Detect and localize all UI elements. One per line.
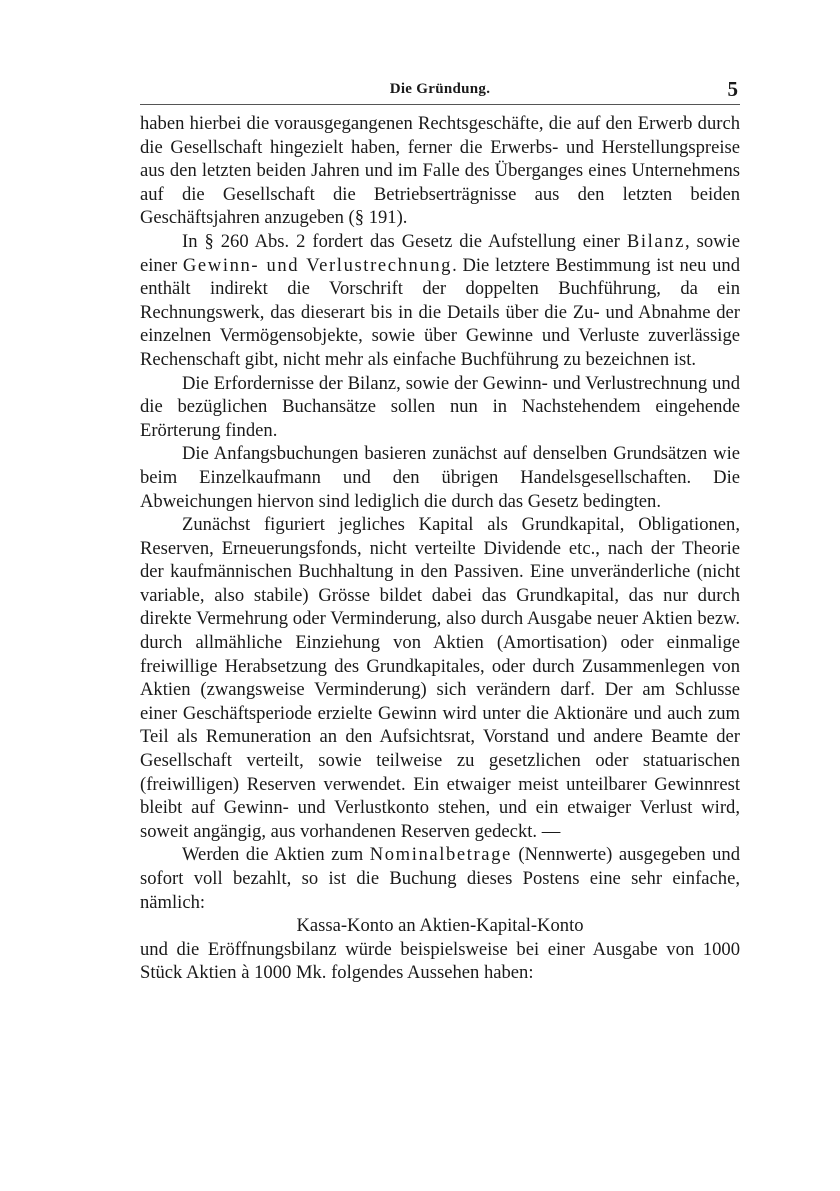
emphasized-term: Nominalbetrage: [369, 844, 512, 866]
book-page: [140, 78, 740, 985]
text-segment: Die Anfangsbuchungen basieren zunächst auf denselben Grundsätzen wie beim Einzelkaufmann und den übrigen Handelsgesellschaften. Die Abweichungen hiervon sind lediglich die durch das Gesetz bedingten.: [140, 443, 740, 512]
body-text: [140, 112, 740, 985]
paragraph: [140, 843, 740, 914]
emphasized-term: Gewinn- und Verlustrechnung: [182, 254, 453, 276]
text-segment: haben hierbei die vorausgegangenen Rechtsgeschäfte, die auf den Erwerb durch die Gesellschaft hingezielt haben, ferner die Erwerbs- und Herstellungspreise aus den letzten beiden Jahren und im Falle des Überganges eines Unternehmens auf die Gesellschaft die Betriebserträgnisse aus den letzten beiden Geschäftsjahren anzugeben (§ 191).: [140, 113, 740, 229]
paragraph: [140, 112, 740, 230]
paragraph: [140, 230, 740, 372]
booking-entry-line: [140, 914, 740, 938]
paragraph: [140, 938, 740, 985]
text-segment: Werden die Aktien zum: [182, 844, 370, 866]
text-segment: und die Eröffnungsbilanz würde beispielsweise bei einer Ausgabe von 1000 Stück Aktien à 1000 Mk. folgendes Aussehen haben:: [140, 938, 740, 984]
text-segment: , sowie einer: [140, 230, 740, 276]
text-segment: Die Erfordernisse der Bilanz, sowie der Gewinn- und Verlustrechnung und die bezüglichen Buchansätze sollen nun in Nachstehendem eingehende Erörterung finden.: [140, 372, 740, 441]
text-segment: . Die letztere Bestimmung ist neu und enthält indirekt die Vorschrift der doppelten Buchführung, da ein Rechnungswerk, das dieserart bis in die Details über die Zu- und Abnahme der einzelnen Vermögensobjekte, sowie über Gewinne und Verluste zuverlässige Rechenschaft gibt, nicht mehr als einfache Buchführung zu bezeichnen ist.: [140, 254, 741, 370]
paragraph: [140, 372, 740, 443]
paragraph: [140, 442, 740, 513]
running-title: Die Gründung.: [389, 81, 491, 97]
text-segment: In § 260 Abs. 2 fordert das Gesetz die Aufstellung einer: [182, 230, 627, 252]
text-segment: (Nennwerte) ausgegeben und sofort voll bezahlt, so ist die Buchung dieses Postens eine sehr einfache, nämlich:: [140, 844, 740, 913]
emphasized-term: Bilanz: [626, 230, 685, 252]
text-segment: Kassa-Konto an Aktien-Kapital-Konto: [296, 915, 584, 937]
page-number: 5: [727, 77, 738, 101]
text-segment: Zunächst figuriert jegliches Kapital als Grundkapital, Obligationen, Reserven, Erneuerungsfonds, nicht verteilte Dividende etc., nach der Theorie der kaufmännischen Buchhaltung in den Passiven. Eine unveränderliche (nicht variable, also stabile) Grösse bildet dabei das Grundkapital, das nur durch direkte Vermehrung oder Verminderung, also durch Ausgabe neuer Aktien bezw. durch allmähliche Einziehung von Aktien (Amortisation) oder einmalige freiwillige Herabsetzung des Grundkapitales, oder durch Zusammenlegen von Aktien (zwangsweise Verminderung) sich verändern darf. Der am Schlusse einer Geschäftsperiode erzielte Gewinn wird unter die Aktionäre und auch zum Teil als Remuneration an den Aufsichtsrat, Vorstand und andere Beamte der Gesellschaft verteilt, sowie teilweise zu gesetzlichen oder statuarischen (freiwilligen) Reserven verwendet. Ein etwaiger meist unteilbarer Gewinnrest bleibt auf Gewinn- und Verlustkonto stehen, und ein etwaiger Verlust wird, soweit angängig, aus vorhandenen Reserven gedeckt. —: [140, 514, 740, 842]
paragraph: [140, 513, 740, 843]
running-header: [140, 78, 740, 105]
